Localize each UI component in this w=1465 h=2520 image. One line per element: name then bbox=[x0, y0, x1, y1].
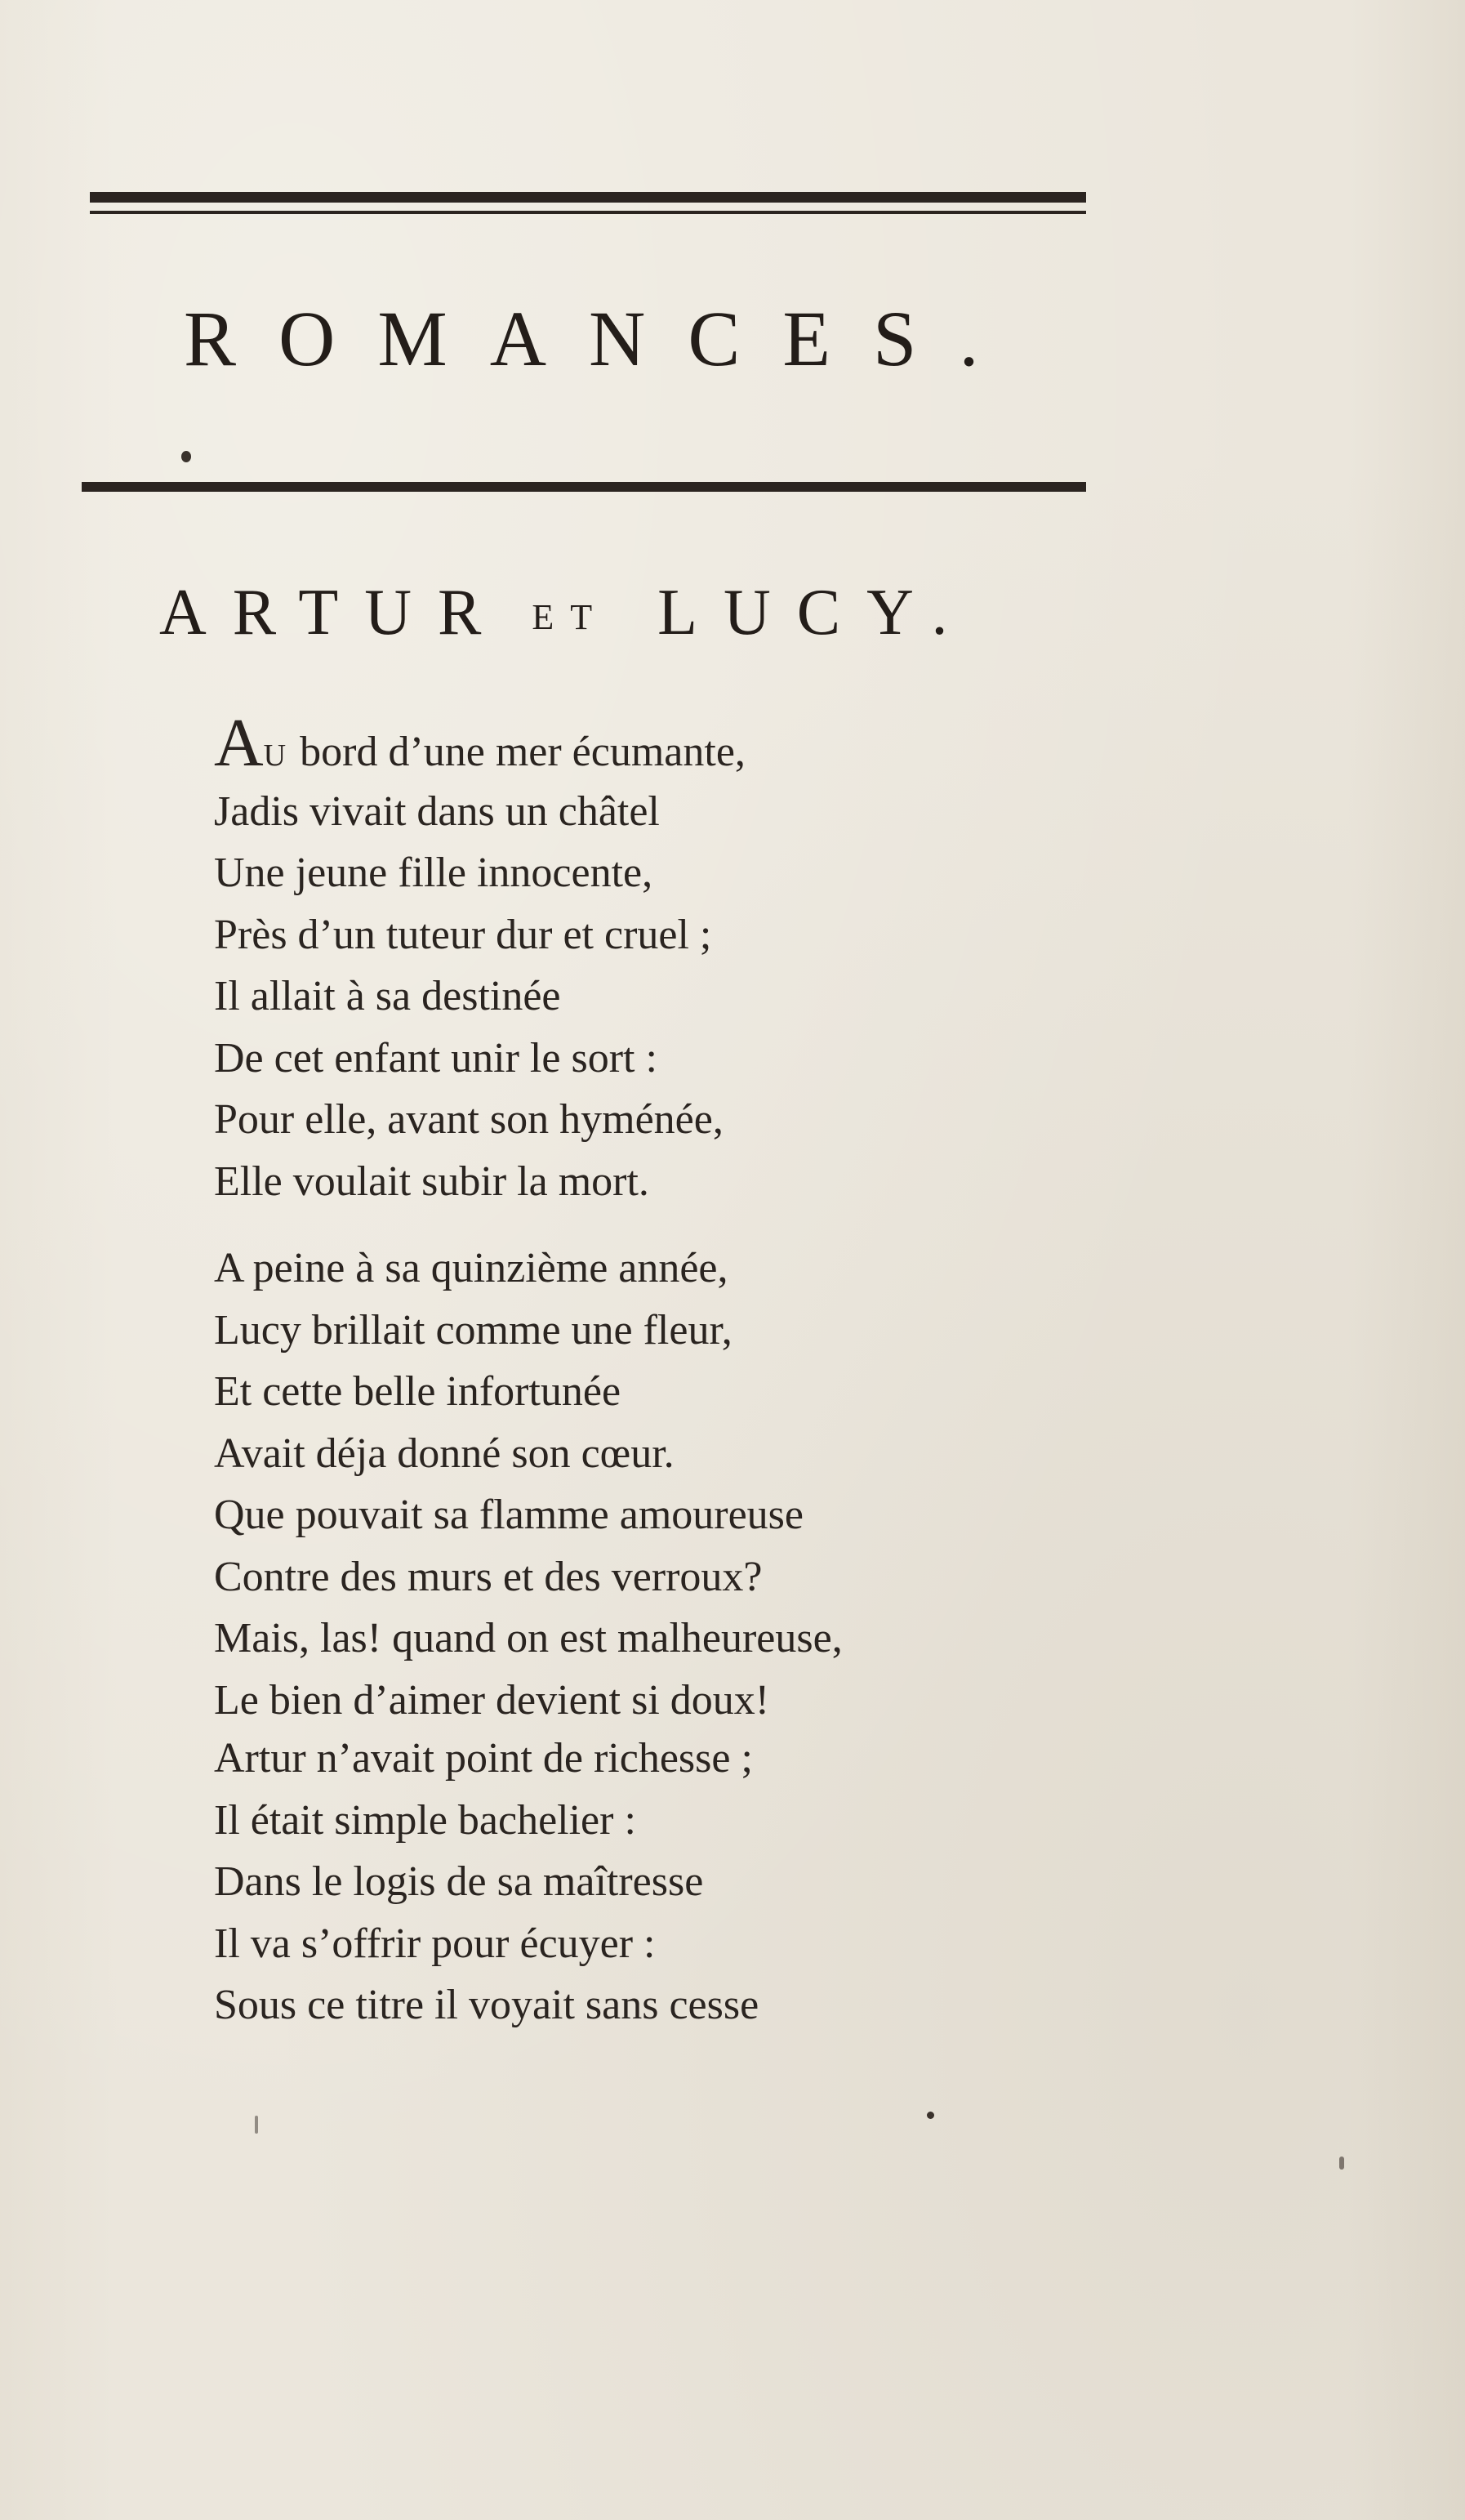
section-title: ROMANCES. bbox=[184, 295, 1022, 382]
verse-line: Il allait à sa destinée bbox=[214, 973, 561, 1019]
dropcap-letter: A bbox=[214, 705, 264, 781]
ink-speck bbox=[255, 2116, 258, 2134]
verse-line: Une jeune fille innocente, bbox=[214, 850, 653, 896]
poem-title-word-lucy: LUCY. bbox=[657, 577, 974, 649]
verse-line: Avait déja donné son cœur. bbox=[214, 1429, 675, 1477]
header-rule-thin bbox=[90, 211, 1086, 214]
ink-speck bbox=[181, 451, 191, 462]
verse-line: Et cette belle infortunée bbox=[214, 1368, 621, 1415]
poem-title-word-artur: ARTUR bbox=[159, 577, 508, 649]
verse-line: Il va s’offrir pour écuyer : bbox=[214, 1920, 656, 1967]
verse-line bbox=[214, 705, 1194, 781]
ink-speck bbox=[927, 2112, 934, 2119]
verse-line: Que pouvait sa flamme amoureuse bbox=[214, 1492, 804, 1538]
poem-title-word-et: ET bbox=[532, 597, 609, 637]
dropcap-rest: U bbox=[263, 738, 290, 773]
verse-line: De cet enfant unir le sort : bbox=[214, 1034, 657, 1082]
verse-line: Dans le logis de sa maîtresse bbox=[214, 1858, 704, 1905]
verse-line: Elle voulait subir la mort. bbox=[214, 1157, 649, 1205]
verse-line: Il était simple bachelier : bbox=[214, 1796, 636, 1844]
verse-line: Mais, las! quand on est malheureuse, bbox=[214, 1615, 843, 1661]
verse-line: Près d’un tuteur dur et cruel ; bbox=[214, 911, 712, 958]
stanza-1 bbox=[214, 705, 1194, 1212]
verse-line: Jadis vivait dans un châtel bbox=[214, 787, 660, 835]
header-rule-thick bbox=[90, 192, 1086, 203]
verse-line: Pour elle, avant son hyménée, bbox=[214, 1096, 724, 1143]
stanza-3 bbox=[214, 1728, 1194, 2036]
stanza-2 bbox=[214, 1238, 1194, 1731]
section-divider-rule bbox=[82, 482, 1086, 492]
verse-line: Lucy brillait comme une fleur, bbox=[214, 1306, 732, 1354]
verse-line: A peine à sa quinzième année, bbox=[214, 1245, 728, 1291]
verse-line: Sous ce titre il voyait sans cesse bbox=[214, 1982, 759, 2028]
verse-line: Le bien d’aimer devient si doux! bbox=[214, 1676, 770, 1724]
ink-speck bbox=[1339, 2156, 1344, 2170]
verse-line-text: bord d’une mer écumante, bbox=[300, 729, 746, 775]
poem-title bbox=[159, 572, 1058, 658]
verse-line: Artur n’avait point de richesse ; bbox=[214, 1735, 753, 1782]
verse-line: Contre des murs et des verroux? bbox=[214, 1553, 763, 1600]
